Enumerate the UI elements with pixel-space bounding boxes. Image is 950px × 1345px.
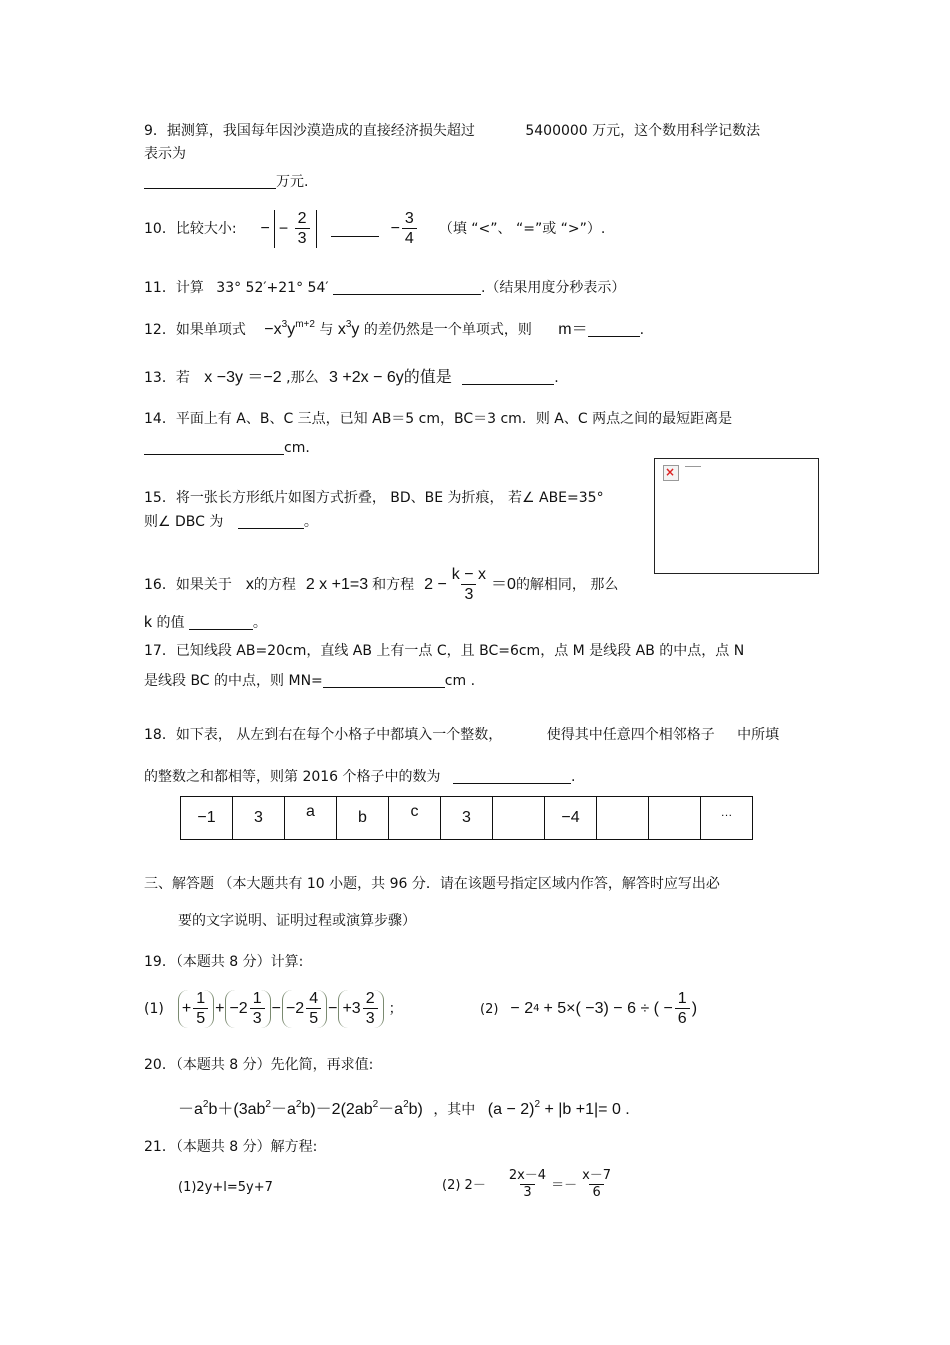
- q13: [144, 370, 559, 386]
- grid-cell: [597, 797, 649, 840]
- q16-answer-line: [144, 615, 267, 631]
- q20-e3: 2: [295, 1099, 302, 1110]
- q19-p2-frac: [675, 990, 690, 1029]
- q12-mid: 与: [319, 322, 334, 338]
- section3-line1: 三、解答题 （本大题共有 10 小题，共 96 分．请在该题号指定区域内作答，解答时应写出必: [144, 876, 720, 892]
- q10-frac2: [402, 210, 417, 249]
- grid-cell: 3: [441, 797, 493, 840]
- q19-p2-b: + 5×( −3) − 6 ÷ ( −: [543, 1000, 673, 1017]
- grid-cell: −1: [181, 797, 233, 840]
- q16-k: k: [144, 614, 152, 631]
- q19-p2-a: − 2: [510, 1000, 534, 1017]
- q9-answer-line: [144, 174, 308, 189]
- q13-end: .: [554, 370, 559, 386]
- q15-line1: 15．将一张长方形纸片如图方式折叠， BD、BE 为折痕， 若∠ ABE=35°: [144, 490, 604, 506]
- grid-cell: c: [389, 797, 441, 840]
- q19-op2: −: [271, 1000, 281, 1017]
- q21-f1: [506, 1169, 549, 1201]
- q19-t1-sign: +: [181, 999, 192, 1017]
- q18-blank[interactable]: [453, 769, 571, 784]
- q19-t3-num: 4: [309, 989, 319, 1007]
- q18-text-b: 使得其中任意四个相邻格子: [546, 727, 715, 743]
- q11-suffix: .（结果用度分秒表示）: [480, 280, 626, 296]
- q15-text: 则∠ DBC 为: [144, 514, 224, 530]
- q12-blank[interactable]: [588, 322, 640, 337]
- q11-expr: 33° 52′+21° 54′: [216, 280, 329, 296]
- q17-text: 是线段 BC 的中点，则 MN=: [144, 673, 323, 689]
- q13-blank[interactable]: [462, 370, 554, 385]
- q18-text2: 的整数之和都相等，则第 2016 个格子中的数为: [144, 769, 441, 785]
- q19-t2-frac: [250, 990, 265, 1029]
- q16-x: x: [245, 576, 254, 593]
- q12-prefix: 12．如果单项式: [144, 322, 246, 338]
- q16-k-text: 的值: [156, 615, 185, 631]
- q18-line1: [144, 728, 779, 742]
- q19-t2-den: 3: [250, 1008, 265, 1028]
- q15-figure-placeholder: [654, 458, 819, 574]
- q21-f1-num: 2x－4: [508, 1168, 547, 1184]
- q20-cond-b: + |b +1|= 0 .: [544, 1101, 630, 1118]
- q20-e2: 2: [265, 1099, 271, 1110]
- q15-end: 。: [303, 514, 318, 530]
- q19-part2: [480, 986, 697, 1032]
- q12-text: 的差仍然是一个单项式，则: [363, 322, 532, 338]
- q10-frac1-num: 2: [297, 209, 307, 227]
- q20-title: 20．（本题共 8 分）先化简，再求值:: [144, 1057, 374, 1073]
- q19-p2-exp: 4: [533, 1003, 540, 1014]
- q12-exp1: 3: [281, 319, 288, 330]
- grid-cell: …: [701, 797, 753, 840]
- grid-row: [181, 797, 753, 840]
- q15-blank[interactable]: [238, 514, 304, 529]
- q21-part1: (1)2y+l=5y+7: [178, 1180, 273, 1195]
- q14-answer-line: [144, 440, 310, 455]
- q20-expr: [178, 1100, 630, 1118]
- q20-comma: ，其中: [433, 1102, 476, 1118]
- q10-neg: −: [260, 220, 270, 237]
- q16-eq1: 2 x +1=3: [305, 576, 369, 593]
- q19-op1: +: [215, 1000, 225, 1017]
- q20-ee: －a: [378, 1101, 404, 1118]
- q19-part1: [144, 986, 403, 1032]
- q19-term4: [338, 990, 383, 1029]
- q14-unit: cm.: [284, 440, 310, 456]
- q19-t1-num: 1: [196, 989, 206, 1007]
- q11: [144, 280, 625, 295]
- q10-hint: （填 “<”、 “=”或 “>”）.: [438, 221, 606, 237]
- q19-t4-frac: [363, 990, 378, 1029]
- q12-mono2-base: x: [337, 321, 346, 338]
- q13-prefix: 13．若: [144, 370, 190, 386]
- grid-cell: 3: [233, 797, 285, 840]
- q18-number-grid: [180, 796, 753, 840]
- q18-text-c: 中所填: [737, 727, 780, 743]
- q19-t1-frac: [193, 990, 208, 1029]
- q20-ea: －a: [178, 1101, 203, 1118]
- q12-y2: y: [351, 321, 360, 338]
- q9-unit: 万元.: [276, 174, 309, 190]
- q10-frac2-den: 4: [402, 228, 417, 248]
- q20-e5: 2: [403, 1099, 409, 1110]
- q21-part2: [442, 1162, 616, 1208]
- q16-eq1-text: 的方程: [253, 577, 296, 593]
- q10: [144, 206, 605, 252]
- q21-title: 21．（本题共 8 分）解方程:: [144, 1139, 318, 1155]
- q11-blank[interactable]: [333, 280, 481, 295]
- broken-image-icon: ×: [663, 465, 679, 481]
- q20-eb: b＋(3ab: [208, 1101, 266, 1118]
- q19-t4-num: 2: [365, 989, 375, 1007]
- q10-prefix: 10．比较大小:: [144, 221, 237, 237]
- q18-line2: [144, 769, 575, 784]
- q19-t1-den: 5: [193, 1008, 208, 1028]
- q16: [144, 562, 618, 608]
- q11-prefix: 11．计算: [144, 280, 204, 296]
- q16-suffix: 的解相同， 那么: [515, 577, 619, 593]
- q19-op3: −: [328, 1000, 338, 1017]
- q20-e6: 2: [534, 1099, 541, 1110]
- q16-end: 。: [252, 615, 267, 631]
- q18-text-a: 18．如下表， 从左到右在每个小格子中都填入一个整数，: [144, 727, 503, 743]
- q20-ed: b)－2(2ab: [301, 1101, 373, 1118]
- grid-cell: [649, 797, 701, 840]
- q16-eq0: ＝0: [491, 576, 516, 593]
- q19-t4-int: +3: [342, 999, 361, 1017]
- q12-mono1: [264, 321, 315, 338]
- q10-blank[interactable]: [331, 222, 379, 237]
- q21-mid: ＝－: [551, 1177, 578, 1193]
- q19-term2: [225, 990, 270, 1029]
- q19-p2-label: (2): [480, 1001, 499, 1017]
- q17-end: cm .: [444, 673, 476, 689]
- grid-cell: b: [337, 797, 389, 840]
- q20-ec: －a: [270, 1101, 296, 1118]
- figure-caption-line: [685, 466, 701, 467]
- q16-frac-num: k − x: [451, 565, 487, 583]
- q19-t3-int: −2: [285, 999, 305, 1017]
- q19-title: 19．（本题共 8 分）计算:: [144, 954, 304, 970]
- q14-line1: 14．平面上有 A、B、C 三点，已知 AB＝5 cm，BC＝3 cm．则 A、C 两点之间的最短距离是: [144, 411, 733, 427]
- q10-minus-inner: −: [278, 220, 289, 238]
- q19-term3: [282, 990, 327, 1029]
- q9-line1: [144, 124, 760, 138]
- q13-cond: x −3y ＝−2: [204, 369, 282, 386]
- q20-ef: b): [408, 1101, 423, 1118]
- q19-semi: ；: [388, 1001, 403, 1017]
- q16-prefix: 16．如果关于: [144, 577, 232, 593]
- section3-line2: 要的文字说明、证明过程或演算步骤）: [178, 913, 416, 929]
- q20-e4: 2: [372, 1099, 379, 1110]
- q9-number: 5400000 万元，这个数用科学记数法: [525, 123, 761, 139]
- q10-frac1-den: 3: [295, 228, 310, 248]
- q13-mid: ,那么: [286, 370, 319, 386]
- q17-line2: [144, 673, 475, 688]
- q10-minus2: −: [390, 220, 400, 237]
- q19-t3-den: 5: [306, 1008, 321, 1028]
- grid-cell: −4: [545, 797, 597, 840]
- q10-abs: [274, 210, 317, 249]
- q13-expr: 3 +2x − 6y的值是: [329, 369, 452, 386]
- q12-exp3: 3: [345, 319, 352, 330]
- q21-f2-den: 6: [589, 1184, 603, 1201]
- q20-cond-a: (a − 2): [487, 1101, 535, 1118]
- q18-end: .: [570, 769, 576, 785]
- q16-two: 2 −: [424, 576, 447, 593]
- q12-mono1-base: −x: [264, 321, 282, 338]
- q19-t2-num: 1: [252, 989, 262, 1007]
- q12-m: m＝: [558, 321, 588, 338]
- q10-frac1: [295, 210, 310, 249]
- q19-p2-c: ): [691, 1000, 698, 1017]
- q19-p1-label: (1): [144, 1001, 164, 1017]
- q19-p2-den: 6: [675, 1008, 690, 1028]
- q20-e1: 2: [202, 1099, 209, 1110]
- q12: [144, 320, 644, 338]
- q19-term1: [178, 990, 214, 1029]
- q12-end: .: [639, 322, 645, 338]
- q21-p2-label: (2) 2－: [442, 1177, 486, 1193]
- q12-mono2: [338, 321, 360, 338]
- grid-cell: a: [285, 797, 337, 840]
- q16-and: 和方程: [372, 577, 415, 593]
- q17-line1: 17．已知线段 AB=20cm，直线 AB 上有一点 C，且 BC=6cm，点 M 是线段 AB 的中点，点 N: [144, 643, 745, 659]
- q9-text: 9．据测算，我国每年因沙漠造成的直接经济损失超过: [144, 123, 475, 139]
- q21-f2-num: x－7: [582, 1168, 612, 1184]
- q19-t2-int: −2: [229, 999, 248, 1017]
- q19-t4-den: 3: [363, 1008, 378, 1028]
- q19-p2-num: 1: [677, 989, 687, 1007]
- q17-blank[interactable]: [323, 673, 445, 688]
- q9-blank[interactable]: [144, 174, 276, 189]
- q10-frac2-num: 3: [404, 209, 414, 227]
- q16-blank[interactable]: [189, 615, 253, 630]
- q21-f2: [579, 1169, 614, 1201]
- grid-cell: [493, 797, 545, 840]
- q12-y1: y: [287, 321, 296, 338]
- q19-t3-frac: [306, 990, 321, 1029]
- q21-f1-den: 3: [520, 1184, 534, 1201]
- q16-frac-den: 3: [461, 584, 476, 604]
- q14-blank[interactable]: [144, 440, 284, 455]
- q15-line2: [144, 514, 318, 529]
- q16-frac: [449, 566, 489, 605]
- q9-line2: 表示为: [144, 146, 186, 162]
- q12-exp2: m+2: [295, 319, 315, 330]
